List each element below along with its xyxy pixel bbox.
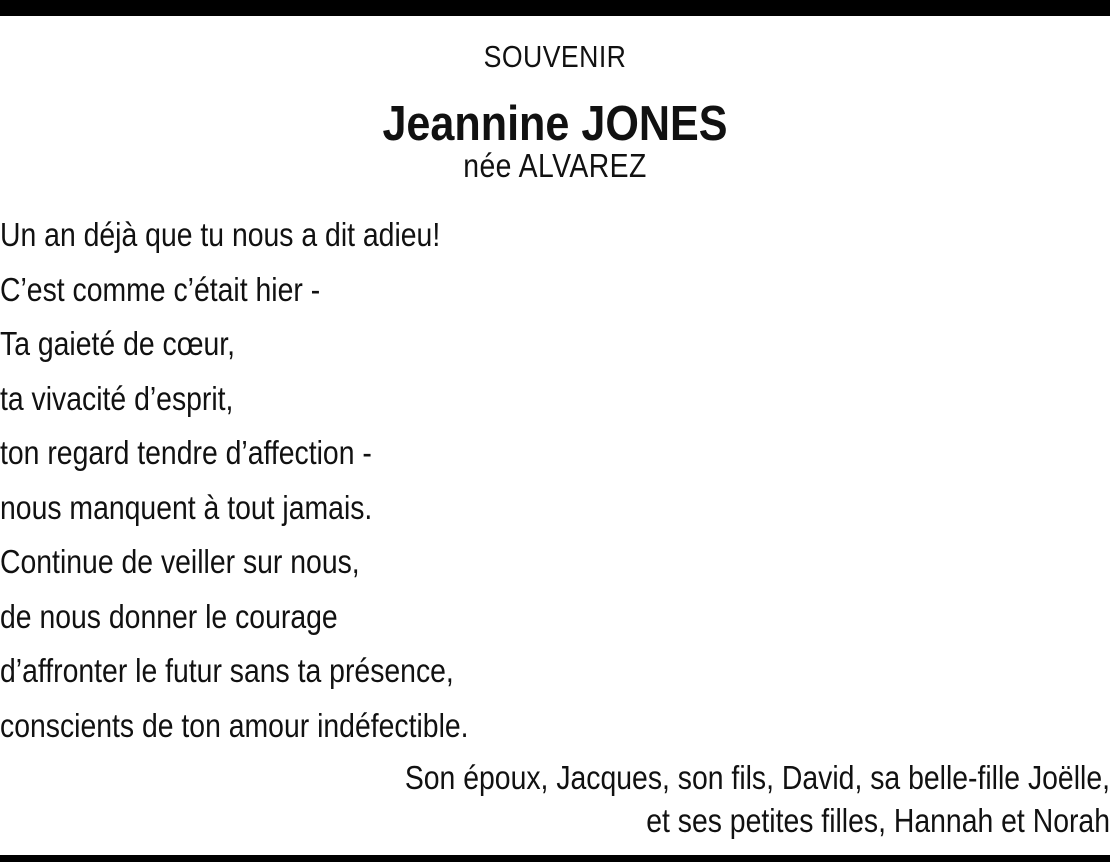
poem-line: Ta gaieté de cœur, [0, 325, 236, 362]
notice-label: SOUVENIR [483, 39, 627, 74]
poem-line: de nous donner le courage [0, 597, 338, 635]
poem-line: C’est comme c’était hier - [0, 270, 321, 308]
poem-line: d’affronter le futur sans ta présence, [0, 652, 454, 689]
poem-line: Continue de veiller sur nous, [0, 543, 360, 580]
family-signature [0, 756, 1110, 842]
bottom-border [0, 855, 1110, 862]
poem-line: nous manquent à tout jamais. [0, 488, 373, 526]
top-border [0, 0, 1110, 16]
poem-line: ta vivacité d’esprit, [0, 379, 234, 417]
maiden-name: née ALVAREZ [463, 147, 647, 184]
signature-line: Son époux, Jacques, son fils, David, sa belle-fille Joëlle, [404, 759, 1110, 796]
poem-line: ton regard tendre d’affection - [0, 434, 372, 471]
poem-line: conscients de ton amour indéfectible. [0, 706, 469, 744]
deceased-name: Jeannine JONES [382, 97, 728, 151]
signature-line: et ses petites filles, Hannah et Norah [646, 802, 1110, 839]
poem [0, 208, 1110, 753]
poem-line: Un an déjà que tu nous a dit adieu! [0, 216, 441, 253]
notice-header [0, 38, 1110, 186]
